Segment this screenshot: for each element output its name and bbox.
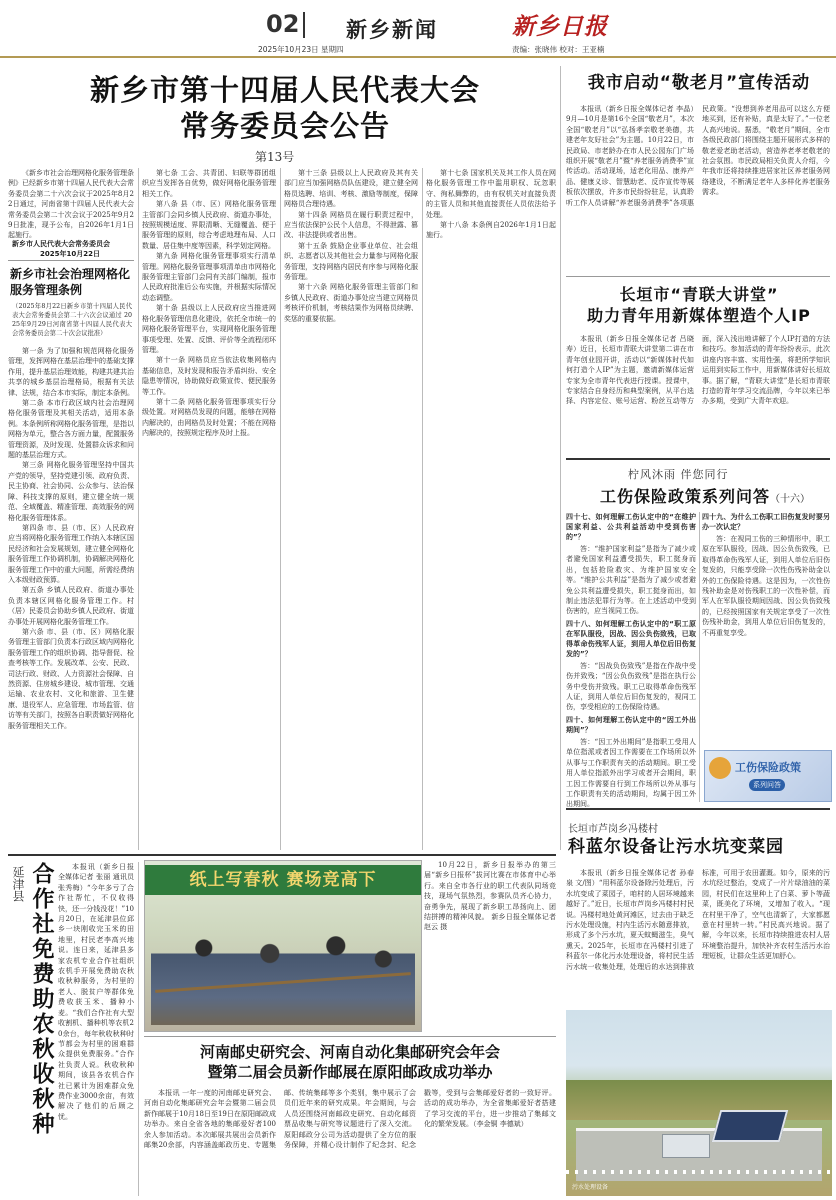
editors: 责编：张晓伟 校对：王亚楠 bbox=[512, 45, 605, 54]
elderly-body: 本报讯（新乡日报全媒体记者 李晶）9月—10月是第16个全国“敬老月”，本次全国“敬老月”以“弘扬孝亲敬老美德，共建老年友好社会”为主题。10月22日，市民政局、市老龄办在市人民公园东门广场组织开展“敬老月”暨“养老服务消费季”宣传活动。活动现场，适老化用品、康养产品、健康义诊、智慧助老、反诈宣传等展板依次摆放，许多市民纷纷驻足，认真聆听工作人员讲解“养老服务消费季”各项惠民政策。“没想到养老用品可以这么方便地买到，还有补贴，真是太好了。”一位老人高兴地说。据悉，“敬老月”期间，全市各级民政部门将围绕主题开展形式多样的敬老爱老助老活动，营造养老孝老敬老的社会氛围。市民政局相关负责人介绍，今年我市还将持续推进居家社区养老服务网络建设，不断满足老年人多样化养老服务需求。 bbox=[566, 105, 830, 207]
announcement-title: 新乡市第十四届人民代表大会 常务委员会公告 bbox=[89, 73, 480, 143]
announcement-sign-date: 2025年10月22日 bbox=[40, 250, 100, 258]
village-body: 本报讯（新乡日报全媒体记者 孙春泉 文/图）“用科蓝尔设备除污处理后，污水坑变成了菜园子，咱村的人居环境越来越好了。”近日，长垣市芦岗乡冯楼村村民说。冯楼村地处黄河滩区，过去由于缺乏污水处理设施，村内生活污水随意排放，形成了多个污水坑，夏天蚊蝇滋生，臭气熏天。2025年，长垣市在冯楼村引进了科蓝尔一体化污水处理设备，将村民生活污水统一收集处理，处理后的水达到排放标准，可用于农田灌溉。如今，原来的污水坑经过整治，变成了一片片绿油油的菜园，村民们在这里种上了白菜、萝卜等蔬菜，既美化了环境，又增加了收入。“现在村里干净了，空气也清新了，大家都愿意在村里转一转。”村民高兴地说。据了解，今年以来，长垣市持续推进农村人居环境整治提升，加快补齐农村生活污水治理短板，让群众生活更加舒心。 bbox=[566, 869, 830, 971]
regulation-col3: 第十三条 县级以上人民政府及其有关部门应当加强网格员队伍建设，建立健全网格员选聘、培训、考核、激励等制度，保障网格员合理待遇。 第十四条 网格员在履行职责过程中，应当依法保护公民个人信息，不得泄露、篡改、非法提供或者出售。 第十五条 鼓励企业事业单位、社会组织、志愿者以及其他社会力量参与网格化服务管理，支持网格内居民有序参与网格化服务管理。 第十六条 网格化服务管理主管部门和乡镇人民政府、街道办事处应当建立网格员考核评价机制，考核结果作为网格员续聘、奖惩的重要依据。 bbox=[284, 169, 418, 323]
insurance-col-b: 四十九、为什么工伤职工旧伤复发时要另办一次认定？ 答：在视同工伤的三种情形中，职工原在军队服役，因战、因公负伤致残，已取得革命伤残军人证，到用人单位后旧伤复发的，只能享受除一次性伤残补助金以外的工伤保险待遇。这是因为，一次性伤残补助金是对伤残职工的一次性补偿，而军人在军队服役期间因战、因公负伤致残的，已经按照国家有关规定享受了一次性伤残补助金，到用人单位后旧伤复发的，不再重复享受。 bbox=[702, 513, 830, 637]
badge-hand-icon bbox=[709, 757, 731, 779]
yanjin-place: 延津县 bbox=[11, 866, 25, 902]
people-crowd bbox=[151, 915, 415, 1025]
insurance-badge: 工伤保险政策 系列问答 bbox=[704, 750, 832, 802]
page-number: 02 bbox=[266, 10, 300, 38]
postal-title: 河南邮史研究会、河南自动化集邮研究会年会 暨第二届会员新作邮展在原阳邮政成功举办 bbox=[199, 1043, 500, 1081]
yanjin-title: 合作社免费助农秋收秋种 bbox=[29, 862, 54, 1137]
village-photo bbox=[566, 1010, 832, 1196]
event-caption: 10月22日，新乡日报举办的第三届“新乡日报杯”拔河比赛在市体育中心举行。来自全市各行业的职工代表队同场竞技，现场气氛热烈，参赛队员齐心协力，奋勇争先，展现了新乡职工昂扬向上、团结拼搏的精神风貌。 新乡日报全媒体记者 赵云 摄 bbox=[424, 861, 556, 932]
treatment-unit bbox=[662, 1134, 710, 1158]
section-title: 新乡新闻 bbox=[346, 18, 438, 42]
masthead bbox=[0, 0, 836, 58]
announcement-intro: 《新乡市社会治理网格化服务管理条例》已经新乡市第十四届人民代表大会常务委员会第二十六次会议于2025年8月22日通过，河南省第十四届人民代表大会常务委员会第二十次会议于2025年9月29日批准，现予公布，自2026年1月1日起施行。 bbox=[8, 169, 134, 240]
lecture-title: 长垣市“青联大讲堂” 助力青年用新媒体塑造个人IP bbox=[587, 285, 811, 325]
brand-logo: 新乡日报 bbox=[512, 13, 608, 40]
regulation-col2: 第七条 工会、共青团、妇联等群团组织应当发挥各自优势，做好网格化服务管理相关工作。 第八条 县（市、区）网格化服务管理主管部门会同乡镇人民政府、街道办事处，按照规模适度、界限清晰、无缝覆盖、便于服务管理的原则，综合考虑地理布局、人口数量、居住集中度等因素，科学划定网格。 第九条 网格化服务管理事项实行清单管理。网格化服务管理事项清单由市网格化服务管理主管部门会同有关部门编制，报市人民政府批准后公布实施，并根据实际情况动态调整。 第十条 县级以上人民政府应当推进网格化服务管理信息化建设，依托全市统一的网格化服务管理平台，实现网格化服务管理事项受理、处置、反馈、评价等全流程闭环管理。 第十一条 网格员应当依法收集网格内基础信息，及时发现和报告矛盾纠纷、安全隐患等情况，协助做好政策宣传、便民服务等工作。 第十二条 网格化服务管理事项实行分级处置。对网格员发现的问题，能够在网格内解决的，由网格员及时处置；不能在网格内解决的，按照规定程序及时上报。 bbox=[142, 169, 276, 438]
insurance-kicker: 柠风沐雨 伴您同行 bbox=[628, 468, 729, 481]
insurance-col-a: 四十七、如何理解工伤认定中的“在维护国家利益、公共利益活动中受到伤害的”？ 答：“维护国家利益”是指为了减少或者避免国家利益遭受损失，职工挺身而出，包括抢险救灾、为维护国家安全等。“维护公共利益”是指为了减少或者避免公共利益遭受损失，职工挺身而出，如制止违法犯罪行为等。在上述活动中受到伤害的，应当视同工伤。 四十八、如何理解工伤认定中的“职工原在军队服役，因战、因公负伤致残，已取得革命伤残军人证，到用人单位后旧伤复发的”？ 答：“因战负伤致残”是指在作战中受伤并致残；“因公负伤致残”是指在执行公务中受伤并致残。职工已取得革命伤残军人证，到用人单位后旧伤复发的，视同工伤，享受相应的工伤保险待遇。 四十、如何理解工伤认定中的“因工外出期间”？ 答：“因工外出期间”是指职工受用人单位指派或者因工作需要在工作场所以外从事与工作职责有关的活动期间。职工受用人单位指派外出学习或者开会期间，职工因工作需要自行到工作场所以外从事与工作职责有关的活动期间，均属于因工外出期间。 bbox=[566, 513, 696, 809]
event-banner: 纸上写春秋 赛场竞高下 bbox=[145, 865, 421, 895]
issue-date: 2025年10月23日 星期四 bbox=[258, 45, 344, 54]
insurance-title: 工伤保险政策系列问答（十六） bbox=[599, 487, 810, 506]
yanjin-body: 本报讯（新乡日报全媒体记者 张丽 通讯员 张秀梅）“今年多亏了合作社帮忙，不仅收得快，还一分钱没花！”10月20日，在延津县位邱乡一块刚收完玉米的田地里，村民老李高兴地说。连日来，延津县多家农机专业合作社组织农机手开展免费助农秋收秋种服务，为村里的老人、脱贫户等群体免费收获玉米、播种小麦。“我们合作社有大型收割机、播种机等农机20余台，每年秋收秋种时节都会为村里的困难群众提供免费服务。”合作社负责人说。秋收秋种期间，该县各农机合作社已累计为困难群众免费作业3000余亩，有效解决了他们的后顾之忧。 bbox=[58, 863, 134, 1121]
village-title: 科蓝尔设备让污水坑变菜园 bbox=[568, 837, 784, 857]
lecture-body: 本报讯（新乡日报全媒体记者 吕晓寿）近日，长垣市青联大讲堂第二讲在市青年创业园开讲，活动以“新媒体时代如何打造个人IP”为主题，邀请新媒体运营专家为全市青年代表进行授课。授课中，专家结合自身经历和典型案例，从平台选择、内容定位、账号运营、粉丝互动等方面，深入浅出地讲解了个人IP打造的方法和技巧。参加活动的青年纷纷表示，此次讲座内容丰富、实用性强，将把所学知识运用到实际工作中，用新媒体讲好长垣故事。据了解，“青联大讲堂”是长垣市青联打造的青年学习交流品牌，今年以来已举办多期，受到广大青年欢迎。 bbox=[566, 335, 830, 406]
announcement-number: 第13号 bbox=[255, 150, 295, 164]
regulation-col4: 第十七条 国家机关及其工作人员在网格化服务管理工作中滥用职权、玩忽职守、徇私舞弊的，由有权机关对直接负责的主管人员和其他直接责任人员依法给予处理。 第十八条 本条例自2026年1月1日起施行。 bbox=[426, 169, 556, 240]
announcement-signer: 新乡市人民代表大会常务委员会 bbox=[12, 240, 110, 248]
solar-panel bbox=[712, 1110, 789, 1142]
regulation-title: 新乡市社会治理网格化服务管理条例 bbox=[10, 267, 131, 297]
photo-alt: 污水处理设备 bbox=[572, 1184, 609, 1191]
event-photo bbox=[144, 860, 422, 1032]
regulation-passage-note: （2025年8月22日新乡市第十四届人民代表大会常务委员会第二十六次会议通过 2025年9月29日河南省第十四届人民代表大会常务委员会第二十次会议批准） bbox=[12, 303, 132, 337]
village-kicker: 长垣市芦岗乡冯楼村 bbox=[568, 824, 658, 835]
regulation-col1: 第一条 为了加强和规范网格化服务管理，发挥网格在基层治理中的基础支撑作用，提升基层治理效能，构建共建共治共享的城乡基层治理格局，根据有关法律、法规，结合本市实际，制定本条例。 第二条 本市行政区域内社会治理网格化服务管理及其相关活动，适用本条例。本条例所称网格化服务管理，是指以网格为单元，整合各方面力量，配置服务管理资源，及时发现、处置群众诉求和问题的基层治理方式。 第三条 网格化服务管理坚持中国共产党的领导，坚持党建引领、政府负责、民主协商、社会协同、公众参与、法治保障、科技支撑的原则，建立健全统一规范、全域覆盖、精准管理、高效服务的网格化服务管理体系。 第四条 市、县（市、区）人民政府应当将网格化服务管理工作纳入本辖区国民经济和社会发展规划，建立健全网格化服务管理工作协调机制，协调解决网格化服务管理工作中的重大问题，所需经费纳入本级财政预算。 第五条 乡镇人民政府、街道办事处负责本辖区网格化服务管理工作。村（居）民委员会协助乡镇人民政府、街道办事处开展网格化服务管理工作。 第六条 市、县（市、区）网格化服务管理主管部门负责本行政区域内网格化服务管理工作的组织协调、指导督促、检查考核等工作。发展改革、公安、民政、司法行政、财政、人力资源社会保障、自然资源、住房城乡建设、城市管理、交通运输、农业农村、文化和旅游、卫生健康、退役军人、应急管理、市场监管、信访等有关部门，按照各自职责做好网格化服务管理相关工作。 bbox=[8, 347, 134, 730]
postal-body: 本报讯 一年一度的河南邮史研究会、河南自动化集邮研究会年会暨第二届会员新作邮展于10月18日至19日在原阳邮政成功举办。来自全省各地的集邮爱好者100余人参加活动。本次邮展共展出会员新作邮集20余部，内容涵盖邮政历史、专题集邮、传统集邮等多个类别，集中展示了会员们近年来的研究成果。年会期间，与会人员还围绕河南邮政史研究、自动化邮资票品收集与研究等议题进行了深入交流。原阳邮政分公司为活动提供了全方位的服务保障，并精心设计制作了纪念封、纪念戳等，受到与会集邮爱好者的一致好评。活动的成功举办，为全省集邮爱好者搭建了学习交流的平台，进一步推动了集邮文化的繁荣发展。（李金铜 李德斌） bbox=[144, 1089, 556, 1150]
elderly-title: 我市启动“敬老月”宣传活动 bbox=[587, 73, 811, 93]
